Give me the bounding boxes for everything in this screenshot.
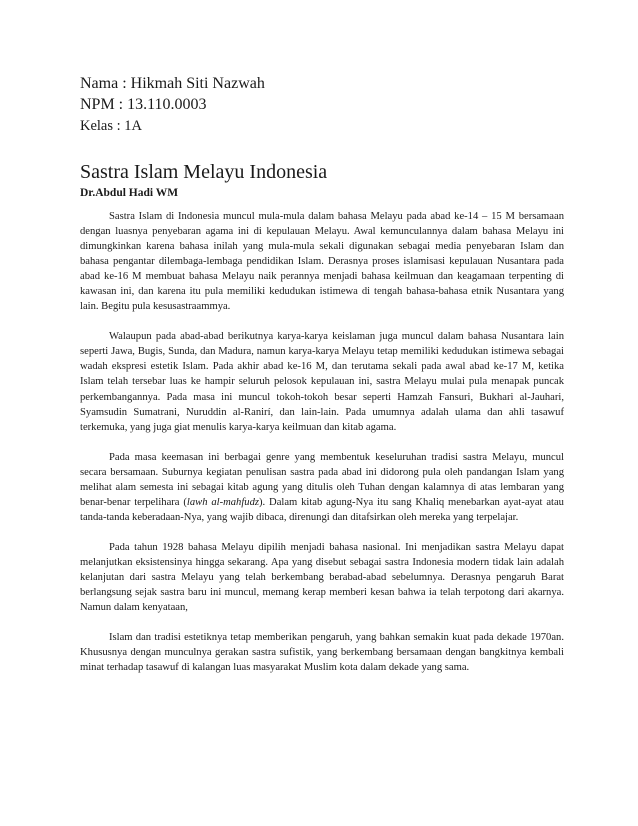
student-name: Nama : Hikmah Siti Nazwah	[80, 75, 265, 92]
paragraph-3-italic-term: lawh al-mahfudz	[186, 496, 260, 508]
article-title: Sastra Islam Melayu Indonesia	[80, 161, 328, 183]
paragraph-3-text-b: ). Dalam kitab agung-Nya itu sang Khaliq menebarkan ayat-ayat atau tanda-tanda keberadaan-Nya, yang wajib dibaca, direnungi dan ditafsirkan oleh mereka yang terpelajar.	[80, 496, 564, 523]
document-content	[80, 73, 564, 690]
paragraph-1: Sastra Islam di Indonesia muncul mula-mula dalam bahasa Melayu pada abad ke-14 – 15 M bersamaan dengan luasnya penyebaran agama ini di kepulauan Melayu. Awal kemunculannya dalam bahasa Melayu ini dimungkinkan karena bahasa inilah yang mula-mula sekali digunakan sebagai media penyebaran Islam dan bahasa pengantar dilembaga-lembaga pendidikan Islam. Derasnya proses islamisasi kepulauan Nusantara pada abad ke-16 M membuat bahasa Melayu naik perannya menjadi bahasa keilmuan dan keagamaan terpenting di kawasan ini, dan karena itu pula memiliki kedudukan istimewa di tengah bahasa-bahasa etnik Nusantara yang lain. Begitu pula kesusastraammya.	[80, 211, 564, 313]
paragraph-3-text-a: Pada masa keemasan ini berbagai genre yang membentuk keseluruhan tradisi sastra Melayu, muncul secara bersamaan. Suburnya kegiatan penulisan sastra pada abad ini didorong pula oleh pandangan Islam yang melihat alam semesta ini sebagai kitab agung yang ditulis oleh Tuhan dengan kalamnya di atas lembaran yang benar-benar terpelihara (	[80, 451, 564, 508]
paragraph-3	[80, 450, 564, 525]
article-author: Dr.Abdul Hadi WM	[80, 187, 179, 199]
student-npm: NPM : 13.110.0003	[80, 96, 207, 113]
paragraph-5: Islam dan tradisi estetiknya tetap memberikan pengaruh, yang bahkan semakin kuat pada dekade 1970an. Khususnya dengan munculnya gerakan sastra sufistik, yang berkembang bersamaan dengan bangkitnya kembali minat terhadap tasawuf di kalangan luas masyarakat Muslim kota dalam dekade yang sama.	[80, 632, 564, 674]
paragraph-2: Walaupun pada abad-abad berikutnya karya-karya keislaman juga muncul dalam bahasa Nusantara lain seperti Jawa, Bugis, Sunda, dan Madura, namun karya-karya Melayu tetap memiliki kedudukan istimewa sebagai wadah ekspresi estetik Islam. Pada akhir abad ke-16 M, dan terutama sekali pada awal abad ke-17 M, ketika Islam telah tersebar luas ke hampir seluruh pelosok kepulauan ini, sastra Melayu mulai pula menapak puncak perkembangannya. Pada masa ini muncul tokoh-tokoh besar seperti Hamzah Fansuri, Bukhari al-Jauhari, Syamsudin Sumatrani, Nuruddin al-Ranirí, dan lain-lain. Pada umumnya adalah ulama dan ahli tasawuf terkemuka, yang juga giat menulis karya-karya keilmuan dan kitab agama.	[80, 331, 564, 433]
student-class: Kelas : 1A	[80, 118, 143, 134]
paragraph-4: Pada tahun 1928 bahasa Melayu dipilih menjadi bahasa nasional. Ini menjadikan sastra Melayu dapat melanjutkan eksistensinya hingga sekarang. Apa yang disebut sebagai sastra Indonesia modern tidak lain adalah kelanjutan dari sastra Melayu yang telah berkembang berabad-abad sebelumnya. Derasnya pengaruh Barat berlangsung sejak sastra baru ini muncul, memang kerap memberi kesan bahwa ia telah terpotong dari akarnya. Namun dalam kenyataan,	[80, 541, 564, 614]
